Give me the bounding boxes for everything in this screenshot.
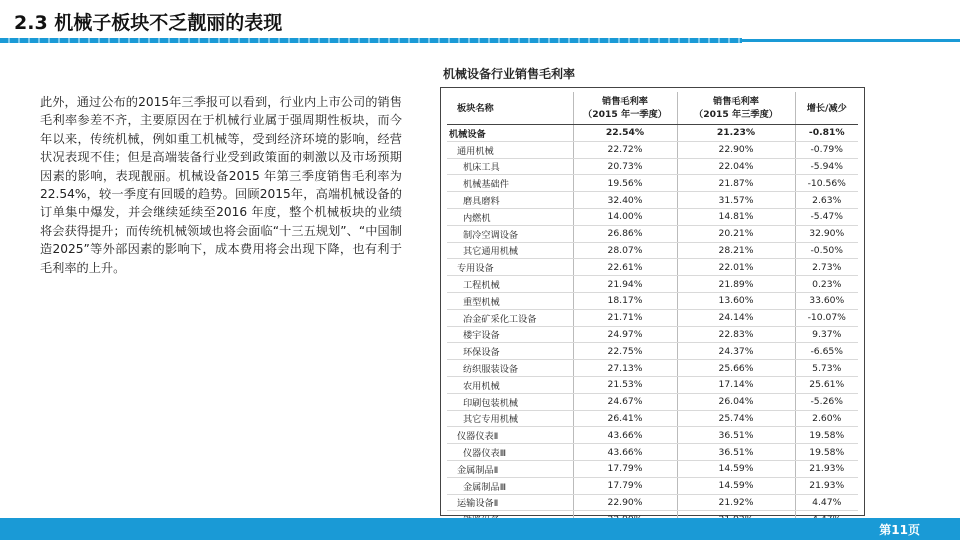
table-caption: 机械设备行业销售毛利率 (443, 67, 576, 81)
row-q3-margin: 21.23% (677, 125, 795, 142)
bottom-bar (0, 518, 960, 540)
table-row (447, 376, 858, 393)
table-row (447, 225, 858, 242)
row-q1-margin: 28.07% (573, 242, 677, 259)
row-q3-margin: 17.14% (677, 376, 795, 393)
row-name: 其它通用机械 (447, 242, 573, 259)
row-q1-margin: 26.41% (573, 410, 677, 427)
row-q3-margin: 22.01% (677, 259, 795, 276)
row-q1-margin: 24.67% (573, 393, 677, 410)
row-q1-margin: 18.17% (573, 292, 677, 309)
header-q3: 销售毛利率 （2015 年三季度） (677, 92, 795, 125)
row-q1-margin: 22.90% (573, 494, 677, 511)
margin-table (447, 92, 858, 528)
row-change: 2.60% (795, 410, 858, 427)
row-q3-margin: 36.51% (677, 444, 795, 461)
row-q3-margin: 25.66% (677, 360, 795, 377)
margin-table-frame (440, 87, 865, 516)
row-q1-margin: 32.40% (573, 192, 677, 209)
row-change: 0.23% (795, 276, 858, 293)
row-name: 工程机械 (447, 276, 573, 293)
table-row (447, 477, 858, 494)
title-underline-end (742, 39, 960, 42)
table-row (447, 309, 858, 326)
row-name: 金属制品Ⅱ (447, 460, 573, 477)
row-q3-margin: 21.87% (677, 175, 795, 192)
row-q3-margin: 14.59% (677, 460, 795, 477)
row-q3-margin: 36.51% (677, 427, 795, 444)
row-name: 仪器仪表Ⅱ (447, 427, 573, 444)
row-q3-margin: 14.59% (677, 477, 795, 494)
table-row (447, 460, 858, 477)
row-change: 25.61% (795, 376, 858, 393)
table-row (447, 192, 858, 209)
row-change: -6.65% (795, 343, 858, 360)
row-q1-margin: 22.75% (573, 343, 677, 360)
row-q1-margin: 17.79% (573, 460, 677, 477)
row-q1-margin: 20.73% (573, 158, 677, 175)
table-row (447, 427, 858, 444)
row-q3-margin: 21.92% (677, 494, 795, 511)
row-change: 2.73% (795, 259, 858, 276)
row-change: 21.93% (795, 477, 858, 494)
row-change: -10.07% (795, 309, 858, 326)
row-change: 19.58% (795, 444, 858, 461)
row-q1-margin: 14.00% (573, 208, 677, 225)
row-name: 印刷包装机械 (447, 393, 573, 410)
table-row (447, 444, 858, 461)
row-change: -0.79% (795, 141, 858, 158)
row-change: -0.81% (795, 125, 858, 142)
row-q1-margin: 17.79% (573, 477, 677, 494)
row-q1-margin: 26.86% (573, 225, 677, 242)
row-q3-margin: 24.37% (677, 343, 795, 360)
row-q1-margin: 21.53% (573, 376, 677, 393)
row-name: 楼宇设备 (447, 326, 573, 343)
table-row (447, 326, 858, 343)
row-q3-margin: 22.83% (677, 326, 795, 343)
row-q1-margin: 24.97% (573, 326, 677, 343)
table-row (447, 276, 858, 293)
row-q1-margin: 43.66% (573, 444, 677, 461)
row-q3-margin: 22.04% (677, 158, 795, 175)
row-name: 仪器仪表Ⅲ (447, 444, 573, 461)
row-name: 机械设备 (447, 125, 573, 142)
row-name: 纺织服装设备 (447, 360, 573, 377)
row-q3-margin: 20.21% (677, 225, 795, 242)
row-name: 机床工具 (447, 158, 573, 175)
table-row (447, 259, 858, 276)
row-q3-margin: 21.89% (677, 276, 795, 293)
header-q1: 销售毛利率 （2015 年一季度） (573, 92, 677, 125)
slide-title: 2.3 机械子板块不乏靓丽的表现 (14, 12, 283, 34)
row-q3-margin: 28.21% (677, 242, 795, 259)
row-q3-margin: 14.81% (677, 208, 795, 225)
row-name: 磨具磨料 (447, 192, 573, 209)
row-q1-margin: 43.66% (573, 427, 677, 444)
table-row (447, 292, 858, 309)
row-q1-margin: 22.72% (573, 141, 677, 158)
row-name: 农用机械 (447, 376, 573, 393)
row-name: 重型机械 (447, 292, 573, 309)
table-row (447, 125, 858, 142)
header-change: 增长/减少 (795, 92, 858, 125)
table-row (447, 494, 858, 511)
table-row (447, 141, 858, 158)
table-body (447, 125, 858, 528)
table-row (447, 410, 858, 427)
page-number: 第11页 (879, 523, 920, 537)
row-q1-margin: 27.13% (573, 360, 677, 377)
row-name: 冶金矿采化工设备 (447, 309, 573, 326)
row-q3-margin: 24.14% (677, 309, 795, 326)
row-name: 机械基础件 (447, 175, 573, 192)
table-row (447, 343, 858, 360)
table-row (447, 242, 858, 259)
row-change: -5.94% (795, 158, 858, 175)
row-change: -0.50% (795, 242, 858, 259)
row-change: 2.63% (795, 192, 858, 209)
title-underline (0, 38, 742, 43)
row-q1-margin: 19.56% (573, 175, 677, 192)
row-q3-margin: 31.57% (677, 192, 795, 209)
row-name: 其它专用机械 (447, 410, 573, 427)
row-name: 专用设备 (447, 259, 573, 276)
table-row (447, 393, 858, 410)
row-name: 通用机械 (447, 141, 573, 158)
row-change: 32.90% (795, 225, 858, 242)
row-change: -5.26% (795, 393, 858, 410)
table-row (447, 175, 858, 192)
row-q3-margin: 22.90% (677, 141, 795, 158)
table-row (447, 208, 858, 225)
row-q3-margin: 13.60% (677, 292, 795, 309)
row-name: 运输设备Ⅱ (447, 494, 573, 511)
row-q1-margin: 21.94% (573, 276, 677, 293)
table-row (447, 158, 858, 175)
table-header-row (447, 92, 858, 125)
row-q1-margin: 21.71% (573, 309, 677, 326)
row-q1-margin: 22.61% (573, 259, 677, 276)
body-paragraph: 此外，通过公布的2015年三季报可以看到，行业内上市公司的销售毛利率参差不齐，主要原因在于机械行业属于强周期性板块，而今年以来，传统机械，例如重工机械等，受到经济环境的影响，经营状况表现不佳；但是高端装备行业受到政策面的刺激以及市场预期因素的影响，表现靓丽。机械设备2015 年第三季度销售毛利率为22.54%，较一季度有回暖的趋势。回顾2015年，高端机械设备的订单集中爆发，并会继续延续至2016 年度，整个机械板块的业绩将会获得提升；而传统机械领域也将会面临“十三五规划”、“中国制造2025”等外部因素的影响下，成本费用将会出现下降，也有利于毛利率的上升。 (40, 95, 402, 275)
row-change: 5.73% (795, 360, 858, 377)
row-q1-margin: 22.54% (573, 125, 677, 142)
row-change: -10.56% (795, 175, 858, 192)
row-q3-margin: 25.74% (677, 410, 795, 427)
row-change: 21.93% (795, 460, 858, 477)
row-name: 内燃机 (447, 208, 573, 225)
header-name: 板块名称 (447, 92, 573, 125)
row-change: 33.60% (795, 292, 858, 309)
table-row (447, 360, 858, 377)
row-name: 制冷空调设备 (447, 225, 573, 242)
row-name: 金属制品Ⅲ (447, 477, 573, 494)
row-change: 4.47% (795, 494, 858, 511)
row-change: -5.47% (795, 208, 858, 225)
row-change: 9.37% (795, 326, 858, 343)
row-q3-margin: 26.04% (677, 393, 795, 410)
row-change: 19.58% (795, 427, 858, 444)
row-name: 环保设备 (447, 343, 573, 360)
